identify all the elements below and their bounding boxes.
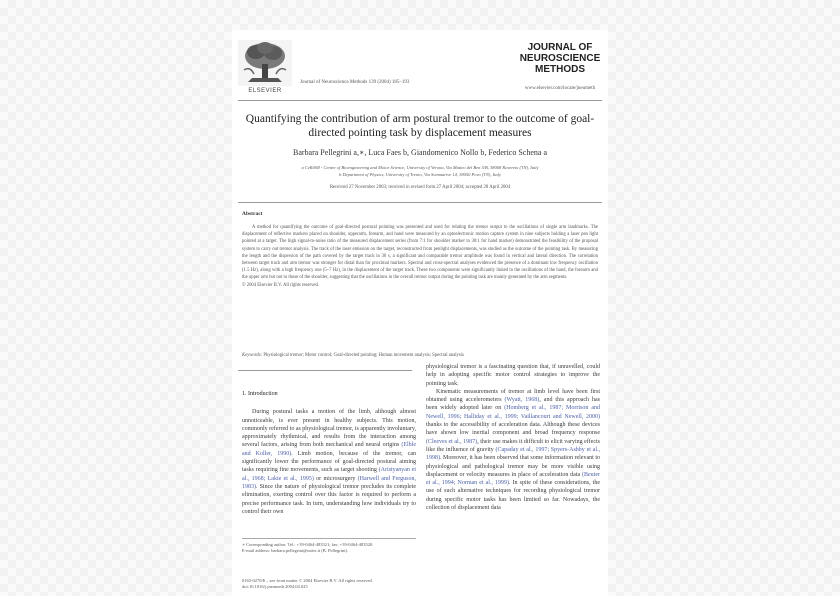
affiliation-b: b Department of Physics, University of Trento, Via Sommarive 14, 38050 Povo (TN), Italy xyxy=(339,172,501,177)
text-run: During postural tasks a motion of the limb, although almost unnoticeable, is ever present in healthy subjects. This motion, commonly referred to as physiological tremor, is apparently involuntary, approximately rhythmical, and results from the interaction among several factors, arising from both mechanical and neural origins xyxy=(242,409,416,449)
citation-link[interactable]: (Aristyanyan et al., 1968; Lakie et al., 1995) xyxy=(242,467,417,482)
imprint-line: 0165-0270/$ – see front matter © 2004 Elsevier B.V. All rights reserved. xyxy=(242,578,373,583)
citation-link[interactable]: (Homberg et al., 1987; Morrison and Newell, 1996; Halliday et al., 1999; Vaillancourt and Newell, 2000) xyxy=(426,405,600,420)
article-title: Quantifying the contribution of arm postural tremor to the outcome of goal-directed pointing task by displacement measures xyxy=(245,113,595,139)
text-run: . Limb motion, because of the tremor, can significantly lower the performance of goal-directed postural aiming tasks requiring fine movements, such as target shooting xyxy=(242,450,416,474)
intro-paragraph xyxy=(426,388,600,512)
doi[interactable]: doi:10.1016/j.jneumeth.2004.04.025 xyxy=(242,584,308,589)
keywords-list: Physiological tremor; Motor control; Goal-directed pointing; Human movement analysis; Spectral analysis xyxy=(263,353,464,358)
tree-icon xyxy=(238,40,292,86)
citation-link[interactable]: (Wyatt, 1968) xyxy=(504,397,540,404)
keywords xyxy=(242,353,598,358)
elsevier-tree-logo-icon xyxy=(238,40,292,92)
footnote xyxy=(242,538,416,554)
citation-link[interactable]: (Elble and Koller, 1990) xyxy=(242,442,416,457)
text-run: , and this approach has been widely adopted later on xyxy=(426,397,600,412)
keywords-label: Keywords: xyxy=(242,353,263,358)
publisher-name: ELSEVIER xyxy=(248,88,282,94)
text-run: , their use makes it difficult to elicit varying effects like the influence of gravity xyxy=(426,438,600,453)
journal-name: JOURNAL OF NEUROSCIENCE METHODS xyxy=(519,42,601,75)
text-run: . In spite of these considerations, the use of such alternative techniques for recording physiological tremor during specific motor tasks has been limited so far. Nowadays, the collection of displacement data xyxy=(426,480,600,512)
intro-paragraph xyxy=(426,363,600,388)
divider xyxy=(238,202,602,203)
citation-link[interactable]: (Cleeves et al., 1987) xyxy=(426,438,478,445)
text-run: or microsurgery xyxy=(313,475,358,482)
received-dates: Received 27 November 2003; received in revised form 27 April 2004; accepted 28 April 2004 xyxy=(329,185,511,190)
corresponding-author: ∗ Corresponding author. Tel.: +39-0464-483521; fax: +39-0464-483520. xyxy=(242,542,374,547)
journal-header xyxy=(238,40,602,101)
affiliation-a: a CeRiSM - Centre of Bioengineering and Motor Science, University of Verona, Via Matteo del Ben 5/B, 38068 Rovereto (TN), Italy xyxy=(301,165,539,170)
text-run: physiological tremor is a fascinating question that, if unravelled, could help in adopting specific motor control strategies to improve the pointing task. xyxy=(426,364,600,387)
divider xyxy=(238,370,412,371)
left-column xyxy=(242,390,416,516)
journal-citation: Journal of Neuroscience Methods 139 (2004) 185–193 xyxy=(300,80,410,85)
abstract-body xyxy=(242,224,598,289)
text-run: thanks to the accessibility of acceleration data. Although these devices have shown low inertial component and broad frequency response xyxy=(426,422,600,437)
paper-page xyxy=(232,30,608,596)
author-email[interactable]: E-mail address: barbara.pellegrini@univr.it (B. Pellegrini). xyxy=(242,548,349,553)
section-heading: 1. Introduction xyxy=(242,391,278,397)
text-run: . Moreover, it has been observed that some information relevant to physiological and pathological tremor may be more visible using displacement or velocity measures in place of acceleration data xyxy=(426,455,600,478)
abstract-copyright: © 2004 Elsevier B.V. All rights reserved. xyxy=(242,282,320,288)
text-run: Kinematic measurements of tremor at limb level have been first obtained using accelerometers xyxy=(426,388,600,404)
imprint xyxy=(242,578,442,590)
text-run: . Since the nature of physiological tremor precludes its complete elimination, exerting control over this factor is required to perform a precise performance task. In turn, understanding how individuals try to control their own xyxy=(242,483,416,515)
abstract-heading: Abstract xyxy=(242,211,263,217)
intro-paragraph xyxy=(242,408,416,516)
journal-url[interactable]: www.elsevier.com/locate/jneumeth xyxy=(524,86,596,91)
right-column xyxy=(426,363,600,512)
citation-link[interactable]: (Harwell and Ferguson, 1983) xyxy=(242,475,416,490)
article-authors: Barbara Pellegrini a,∗, Luca Faes b, Giandomenico Nollo b, Federico Schena a xyxy=(292,148,548,157)
citation-link[interactable]: (Beuter et al., 1994; Norman et al., 1999) xyxy=(426,471,600,487)
abstract-text: A method for quantifying the outcome of goal-directed postural pointing was presented and used for relating the tremor output to the oscillations of single arm landmarks. The displacement of reflective markers placed on shoulder, upperarm, forearm, and hand were measured by an optoelectronic motion capture system in nine subjects holding a laser pen light pointed at a target. The high signal-to-noise ratio of the measured displacement series (from 7:1 for shoulder marker to 30:1 for hand marker) demonstrated the feasibility of the proposal system to carry out tremor analysis. The track of the laser emission on the target, reconstructed from penlight displacements, was studied as the outcome of the pointing task. By measuring the length and the dispersion of the path covered by the target track in 30 s, a significant and comparable tremor amplitude was found in vertical and lateral direction. The correlation between target track and arm tremor was stronger for distal than for proximal markers. Spectral and cross-spectral analyses evidenced the presence of a dominant low frequency oscillation (1.5 Hz), along with a high frequency one (5–7 Hz), in the displacement of the target track. These two components were significantly linked to the oscillations of the hand, the forearm and the upper arm but not to those of the shoulder, suggesting that the oscillations in the overall tremor output during the pointing task are mainly generated by the arm segments. xyxy=(242,225,598,281)
citation-link[interactable]: (Capaday et al., 1997; Spyers-Ashby et al., 1998) xyxy=(426,446,600,462)
